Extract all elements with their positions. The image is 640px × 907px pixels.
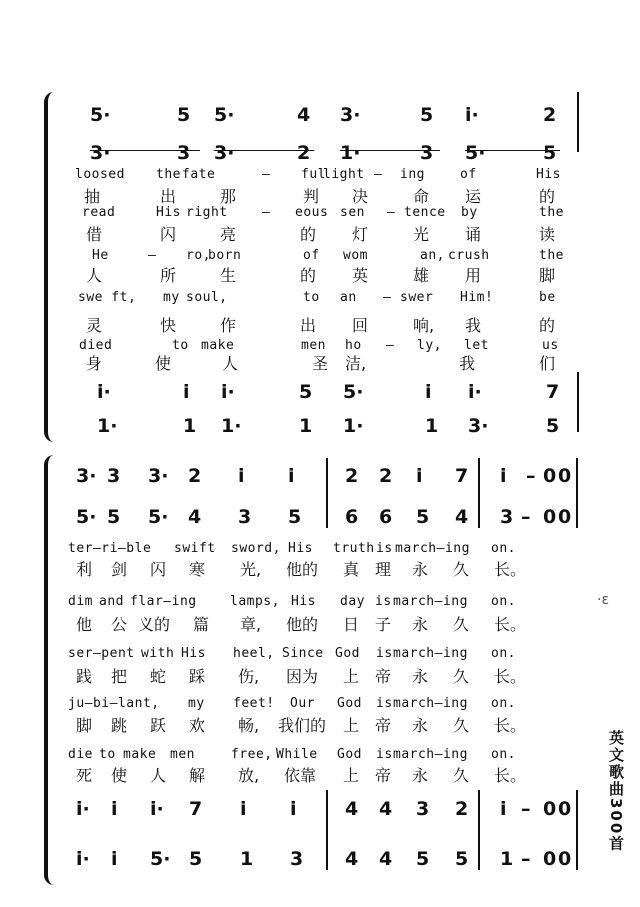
notation-cell: i — [238, 465, 245, 487]
system-brace-1 — [44, 92, 58, 442]
lyric-en-word: by — [461, 205, 478, 220]
lyric-zh-word: 生 — [220, 266, 237, 285]
notation-cell: 5 — [189, 848, 203, 870]
lyric-zh-word: 永 — [412, 615, 429, 634]
lyric-en-word: ju–bi–lant, — [68, 696, 160, 711]
notation-cell: 5 — [543, 142, 557, 164]
notation-cell: 0 — [543, 506, 557, 528]
lyric-zh-word: 圣 — [312, 354, 329, 373]
barline — [576, 458, 578, 528]
lyric-en-word: and — [99, 594, 124, 609]
lyric-en-word: the — [156, 167, 181, 182]
lyric-en-word: dim — [68, 594, 93, 609]
lyric-zh-word: 把 — [111, 667, 128, 686]
lyric-en-word: flar–ing — [130, 594, 197, 609]
notation-cell: 3· — [148, 465, 169, 487]
notation-cell: i — [240, 798, 247, 820]
lyric-en-word: – — [262, 205, 271, 220]
lyric-zh-word: 脚 — [76, 716, 93, 735]
lyric-en-word: His — [181, 646, 206, 661]
barline — [577, 372, 579, 432]
scan-mark: ·ɛ — [597, 592, 610, 608]
notation-cell: 7 — [189, 798, 203, 820]
lyric-zh-word: 践 — [76, 667, 93, 686]
lyric-en-word: free, — [231, 747, 273, 762]
lyric-zh-word: 死 — [76, 766, 93, 785]
lyric-en-word: truth — [333, 541, 375, 556]
notation-cell: 1 — [299, 415, 313, 437]
notation-cell: – — [521, 848, 531, 870]
notation-cell: 3 — [416, 798, 430, 820]
lyric-zh-word: 运 — [465, 187, 482, 206]
notation-cell: i· — [465, 104, 479, 126]
lyric-en-word: – — [386, 338, 395, 353]
lyric-zh-word: 我们的 — [278, 716, 327, 735]
lyric-zh-word: 作 — [220, 316, 237, 335]
lyric-en-word: – — [387, 205, 396, 220]
notation-cell: i· — [76, 848, 90, 870]
lyric-zh-word: 人 — [86, 266, 103, 285]
lyric-zh-word: 出 — [160, 187, 177, 206]
lyric-en-word: Our — [290, 696, 315, 711]
notation-cell: 1 — [183, 415, 197, 437]
lyric-en-word: light — [323, 167, 365, 182]
lyric-en-word: on. — [491, 541, 516, 556]
lyric-zh-word: 篇 — [193, 615, 210, 634]
lyric-en-word: to — [303, 290, 320, 305]
lyric-en-word: feet! — [233, 696, 275, 711]
lyric-zh-word: 长。 — [494, 615, 527, 634]
notation-cell: 3 — [500, 506, 514, 528]
lyric-en-word: die — [68, 747, 93, 762]
lyric-en-word: swe ft, — [78, 290, 137, 305]
lyric-en-word: ly, — [417, 338, 442, 353]
lyric-zh-word: 利 — [76, 560, 93, 579]
barline — [326, 458, 328, 528]
notation-cell: 5· — [148, 506, 169, 528]
lyric-zh-word: 剑 — [111, 560, 128, 579]
lyric-en-word: Since — [282, 646, 324, 661]
notation-cell: i· — [221, 381, 235, 403]
lyric-zh-word: 解 — [189, 766, 206, 785]
notation-cell: 5 — [288, 506, 302, 528]
lyric-en-word: ter–ri–ble — [68, 541, 152, 556]
lyric-en-word: march–ing — [393, 696, 468, 711]
lyric-en-word: the — [539, 248, 564, 263]
notation-cell: 3· — [340, 104, 361, 126]
lyric-zh-word: 寒 — [189, 560, 206, 579]
lyric-zh-word: 人 — [150, 766, 167, 785]
notation-cell: 2 — [455, 798, 469, 820]
notation-cell: 0 — [558, 798, 572, 820]
notation-cell: i — [290, 798, 297, 820]
lyric-zh-word: 回 — [352, 316, 369, 335]
barline — [478, 790, 480, 870]
lyric-en-word: – — [374, 167, 383, 182]
lyric-en-word: is — [375, 594, 392, 609]
lyric-en-word: God — [335, 646, 360, 661]
notation-cell: i — [500, 465, 507, 487]
lyric-zh-word: 久 — [453, 560, 470, 579]
lyric-en-word: ho — [345, 338, 362, 353]
lyric-zh-word: 长。 — [494, 716, 527, 735]
notation-cell: 5 — [177, 104, 191, 126]
lyric-en-word: an, — [420, 248, 445, 263]
lyric-zh-word: 义的 — [138, 615, 171, 634]
lyric-en-word: march–ing — [393, 747, 468, 762]
lyric-zh-word: 依靠 — [284, 766, 317, 785]
lyric-en-word: soul, — [186, 290, 228, 305]
lyric-zh-word: 所 — [160, 266, 177, 285]
lyric-en-word: – — [383, 290, 392, 305]
lyric-en-word: march–ing — [395, 541, 470, 556]
lyric-en-word: heel, — [233, 646, 275, 661]
notation-cell: 0 — [543, 848, 557, 870]
lyric-zh-word: 诵 — [465, 225, 482, 244]
notation-cell: 0 — [558, 506, 572, 528]
barline — [576, 790, 578, 870]
notation-cell: i· — [150, 798, 164, 820]
lyric-zh-word: 畅, — [238, 716, 260, 735]
notation-cell: 2 — [543, 104, 557, 126]
notation-cell: 3· — [90, 142, 111, 164]
lyric-en-word: men — [170, 747, 195, 762]
lyric-en-word: wom — [343, 248, 368, 263]
lyric-zh-word: 长。 — [494, 667, 527, 686]
lyric-en-word: march–ing — [393, 646, 468, 661]
lyric-en-word: men — [301, 338, 326, 353]
lyric-en-word: His — [156, 205, 181, 220]
lyric-en-word: of — [460, 167, 477, 182]
lyric-zh-word: 使 — [111, 766, 128, 785]
lyric-zh-word: 长。 — [494, 766, 527, 785]
notation-cell: i· — [97, 381, 111, 403]
lyric-zh-word: 的 — [539, 316, 556, 335]
notation-cell: 0 — [543, 798, 557, 820]
notation-cell: i — [111, 798, 118, 820]
lyric-zh-word: 上 — [343, 716, 360, 735]
lyric-en-word: let — [464, 338, 489, 353]
lyric-en-word: ro, — [186, 248, 211, 263]
lyric-en-word: march–ing — [393, 594, 468, 609]
lyric-zh-word: 日 — [343, 615, 360, 634]
lyric-zh-word: 因为 — [286, 667, 319, 686]
lyric-zh-word: 长。 — [494, 560, 527, 579]
lyric-zh-word: 英 — [352, 266, 369, 285]
lyric-zh-word: 久 — [453, 667, 470, 686]
notation-cell: i· — [468, 381, 482, 403]
lyric-en-word: is — [376, 541, 393, 556]
notation-cell: 4 — [297, 104, 311, 126]
lyric-en-word: While — [276, 747, 318, 762]
notation-cell: 3· — [468, 415, 489, 437]
lyric-en-word: us — [542, 338, 559, 353]
notation-cell: i — [183, 381, 190, 403]
lyric-en-word: on. — [491, 594, 516, 609]
lyric-en-word: ful — [301, 167, 326, 182]
lyric-zh-word: 的 — [539, 187, 556, 206]
notation-cell: 5· — [465, 142, 486, 164]
lyric-en-word: ing — [400, 167, 425, 182]
notation-cell: 5 — [546, 415, 560, 437]
lyric-zh-word: 人 — [222, 354, 239, 373]
lyric-zh-word: 永 — [412, 560, 429, 579]
lyric-zh-word: 伤, — [238, 667, 260, 686]
lyric-en-word: His — [536, 167, 561, 182]
notation-cell: 5· — [214, 104, 235, 126]
lyric-zh-word: 灵 — [86, 316, 103, 335]
lyric-en-word: tence — [404, 205, 446, 220]
lyric-zh-word: 出 — [300, 316, 317, 335]
lyric-zh-word: 上 — [343, 766, 360, 785]
notation-cell: 1· — [221, 415, 242, 437]
lyric-zh-word: 的 — [300, 225, 317, 244]
lyric-zh-word: 使 — [155, 354, 172, 373]
lyric-zh-word: 久 — [453, 716, 470, 735]
lyric-zh-word: 跃 — [150, 716, 167, 735]
lyric-zh-word: 命 — [413, 187, 430, 206]
notation-cell: 5· — [343, 381, 364, 403]
notation-cell: 3 — [290, 848, 304, 870]
lyric-zh-word: 上 — [343, 667, 360, 686]
lyric-en-word: be — [539, 290, 556, 305]
lyric-zh-word: 借 — [86, 225, 103, 244]
lyric-zh-word: 用 — [465, 266, 482, 285]
lyric-zh-word: 光 — [413, 225, 430, 244]
lyric-zh-word: 脚 — [539, 266, 556, 285]
lyric-en-word: fate — [182, 167, 216, 182]
notation-cell: 4 — [188, 506, 202, 528]
lyric-zh-word: 闪 — [150, 560, 167, 579]
notation-cell: – — [526, 465, 536, 487]
side-label: 英文歌曲300首 — [607, 730, 625, 853]
notation-cell: – — [521, 506, 531, 528]
notation-cell: 2 — [379, 465, 393, 487]
notation-cell: 7 — [546, 381, 560, 403]
notation-cell: i — [288, 465, 295, 487]
notation-cell: 5 — [455, 848, 469, 870]
lyric-en-word: He — [92, 248, 109, 263]
lyric-zh-word: 蛇 — [150, 667, 167, 686]
lyric-zh-word: 他 — [76, 615, 93, 634]
notation-cell: 5 — [416, 848, 430, 870]
lyric-zh-word: 亮 — [220, 225, 237, 244]
notation-cell: 6 — [379, 506, 393, 528]
notation-cell: 5 — [420, 104, 434, 126]
notation-cell: 1· — [343, 415, 364, 437]
lyric-en-word: His — [288, 541, 313, 556]
lyric-zh-word: 抽 — [84, 187, 101, 206]
notation-cell: 5· — [90, 104, 111, 126]
lyric-zh-word: 永 — [412, 716, 429, 735]
notation-cell: i — [111, 848, 118, 870]
notation-cell: 1 — [240, 848, 254, 870]
notation-cell: 6 — [345, 506, 359, 528]
lyric-en-word: my — [163, 290, 180, 305]
lyric-zh-word: 我 — [465, 316, 482, 335]
lyric-en-word: – — [262, 167, 271, 182]
barline — [478, 458, 480, 528]
lyric-en-word: is — [376, 696, 393, 711]
lyric-en-word: loosed — [75, 167, 125, 182]
notation-cell: 0 — [558, 465, 572, 487]
lyric-zh-word: 灯 — [352, 225, 369, 244]
lyric-zh-word: 帝 — [375, 667, 392, 686]
lyric-zh-word: 真 — [343, 560, 360, 579]
notation-cell: 0 — [543, 465, 557, 487]
notation-cell: 1· — [97, 415, 118, 437]
lyric-zh-word: 章, — [240, 615, 262, 634]
lyric-en-word: born — [208, 248, 242, 263]
lyric-en-word: make — [123, 747, 157, 762]
notation-cell: 2 — [345, 465, 359, 487]
lyric-zh-word: 判 — [303, 187, 320, 206]
notation-cell: 3 — [177, 142, 191, 164]
lyric-en-word: crush — [448, 248, 490, 263]
lyric-zh-word: 久 — [453, 766, 470, 785]
lyric-zh-word: 公 — [111, 615, 128, 634]
lyric-en-word: to — [172, 338, 189, 353]
lyric-zh-word: 他的 — [286, 560, 319, 579]
notation-cell: 7 — [455, 465, 469, 487]
lyric-zh-word: 决 — [352, 187, 369, 206]
notation-cell: 5 — [107, 506, 121, 528]
lyric-en-word: died — [79, 338, 113, 353]
lyric-zh-word: 们 — [539, 354, 556, 373]
lyric-en-word: make — [201, 338, 235, 353]
lyric-zh-word: 放, — [238, 766, 260, 785]
lyric-zh-word: 我 — [459, 354, 476, 373]
lyric-en-word: eous — [295, 205, 329, 220]
lyric-en-word: on. — [491, 646, 516, 661]
lyric-zh-word: 踩 — [189, 667, 206, 686]
lyric-zh-word: 响, — [413, 316, 435, 335]
lyric-en-word: right — [186, 205, 228, 220]
lyric-zh-word: 他的 — [286, 615, 319, 634]
notation-cell: – — [521, 798, 531, 820]
notation-cell: 2 — [297, 142, 311, 164]
lyric-en-word: with — [141, 646, 175, 661]
notation-cell: i — [500, 798, 507, 820]
notation-cell: 1 — [425, 415, 439, 437]
lyric-zh-word: 欢 — [189, 716, 206, 735]
lyric-en-word: ser–pent — [68, 646, 135, 661]
notation-cell: i — [416, 465, 423, 487]
lyric-zh-word: 久 — [453, 615, 470, 634]
lyric-zh-word: 闪 — [160, 225, 177, 244]
notation-cell: 1· — [340, 142, 361, 164]
notation-cell: 4 — [379, 848, 393, 870]
lyric-zh-word: 永 — [412, 766, 429, 785]
system-brace-2 — [44, 455, 58, 885]
lyric-zh-word: 的 — [300, 266, 317, 285]
notation-cell: i — [425, 381, 432, 403]
lyric-zh-word: 永 — [412, 667, 429, 686]
lyric-zh-word: 雄 — [413, 266, 430, 285]
lyric-zh-word: 帝 — [375, 716, 392, 735]
notation-cell: 4 — [379, 798, 393, 820]
notation-cell: 3 — [107, 465, 121, 487]
lyric-zh-word: 理 — [375, 560, 392, 579]
lyric-en-word: lamps, — [230, 594, 280, 609]
lyric-en-word: is — [376, 646, 393, 661]
lyric-en-word: read — [82, 205, 116, 220]
lyric-zh-word: 子 — [375, 615, 392, 634]
notation-cell: 3· — [214, 142, 235, 164]
notation-cell: 2 — [188, 465, 202, 487]
lyric-zh-word: 洁, — [345, 354, 367, 373]
lyric-en-word: His — [291, 594, 316, 609]
barline — [577, 92, 579, 152]
lyric-zh-word: 那 — [220, 187, 237, 206]
notation-cell: 4 — [455, 506, 469, 528]
lyric-en-word: is — [376, 747, 393, 762]
notation-cell: 3· — [76, 465, 97, 487]
lyric-en-word: of — [303, 248, 320, 263]
lyric-zh-word: 读 — [539, 225, 556, 244]
lyric-en-word: an — [340, 290, 357, 305]
lyric-zh-word: 帝 — [375, 766, 392, 785]
notation-cell: 3 — [238, 506, 252, 528]
lyric-en-word: God — [337, 696, 362, 711]
lyric-en-word: to — [99, 747, 116, 762]
lyric-en-word: God — [337, 747, 362, 762]
lyric-zh-word: 快 — [160, 316, 177, 335]
lyric-en-word: sword, — [231, 541, 281, 556]
lyric-zh-word: 身 — [86, 354, 103, 373]
lyric-en-word: on. — [491, 696, 516, 711]
notation-cell: 5 — [299, 381, 313, 403]
notation-cell: 4 — [345, 798, 359, 820]
notation-cell: 0 — [558, 848, 572, 870]
barline — [326, 790, 328, 870]
lyric-en-word: the — [539, 205, 564, 220]
lyric-en-word: swer — [400, 290, 434, 305]
notation-cell: 4 — [345, 848, 359, 870]
notation-cell: i· — [76, 798, 90, 820]
lyric-en-word: on. — [491, 747, 516, 762]
lyric-en-word: day — [340, 594, 365, 609]
lyric-en-word: swift — [174, 541, 216, 556]
notation-cell: 3 — [420, 142, 434, 164]
lyric-en-word: my — [188, 696, 205, 711]
lyric-en-word: sen — [340, 205, 365, 220]
lyric-zh-word: 跳 — [111, 716, 128, 735]
notation-cell: 5· — [150, 848, 171, 870]
notation-cell: 1 — [500, 848, 514, 870]
lyric-en-word: Him! — [460, 290, 494, 305]
notation-cell: 5· — [76, 506, 97, 528]
notation-cell: 5 — [416, 506, 430, 528]
lyric-en-word: – — [148, 248, 157, 263]
lyric-zh-word: 光, — [240, 560, 262, 579]
